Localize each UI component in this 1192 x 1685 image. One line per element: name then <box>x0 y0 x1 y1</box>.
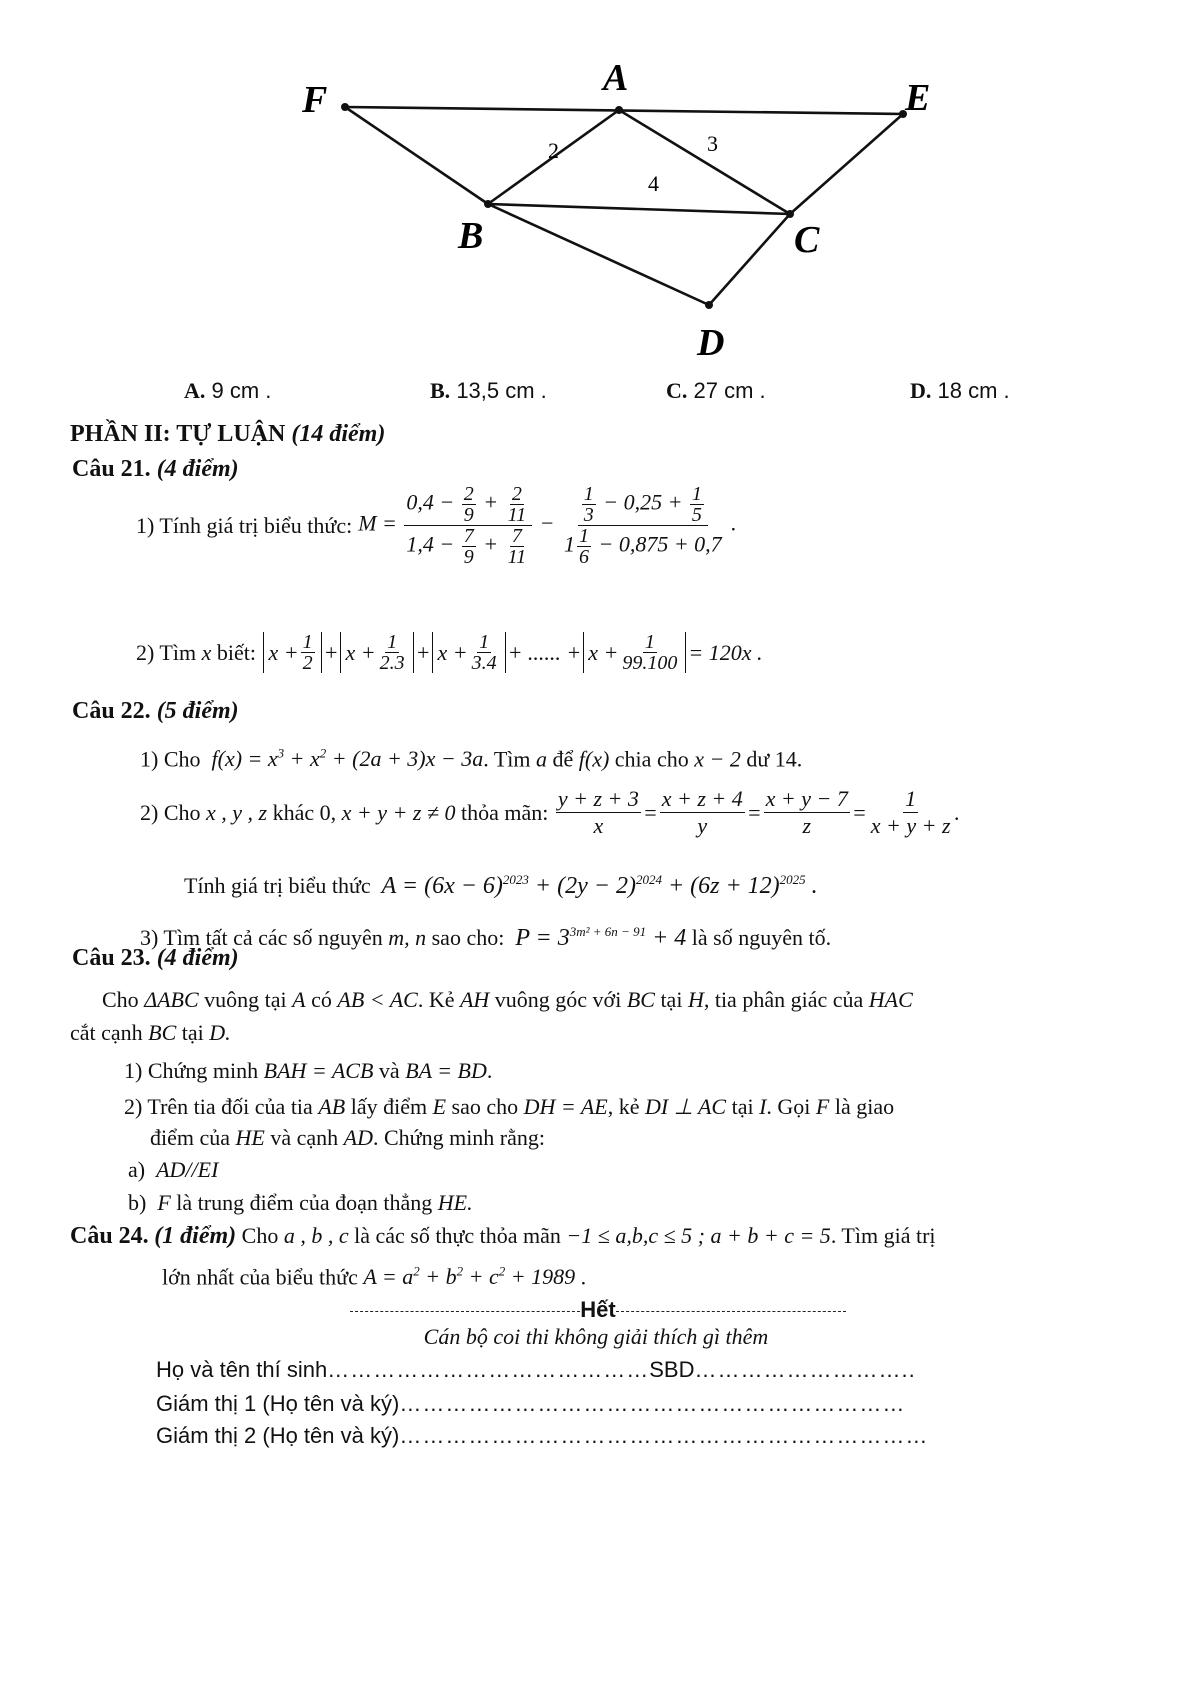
dot-b <box>484 200 492 208</box>
line-bc <box>488 204 790 214</box>
proctor2-line: Giám thị 2 (Họ tên và ký)…………………………………………………………… <box>156 1423 929 1448</box>
proctor1-label: Giám thị 1 (Họ tên và ký) <box>156 1391 400 1416</box>
line-cd <box>709 214 790 305</box>
q23-l1c: có <box>311 987 332 1012</box>
q21-part2: 2) Tìm x biết: x + $\frac{1}{2}$ + x + $\frac{1}{2.3}$ + x + $\frac{1}{3.4}$ + ...... + x + $\frac{1}{99.100}$ = 120x . <box>136 631 763 674</box>
label-f: F <box>302 79 328 121</box>
q21-p1-label: 1) Tính giá trị biểu thức: <box>136 512 353 538</box>
label-e: E <box>905 77 930 119</box>
choice-a[interactable] <box>184 378 271 404</box>
choice-d-value: 18 cm . <box>937 378 1010 403</box>
choice-d-key: D. <box>910 378 932 403</box>
frac-m2-den: 1 $\frac{1}{6}$ − 0,875 + 0,7 <box>563 525 722 568</box>
q23-s2c: sao cho <box>451 1094 519 1119</box>
q23-s2h: điểm của <box>150 1125 231 1150</box>
q22-ratio-equation: $\frac{y + z + 3}{x}$ = $\frac{x + z + 4}{y}$ = $\frac{x + y - 7}{z}$ = $\frac{1}{x + y + z}$ . <box>557 786 961 838</box>
q22-title: Câu 22. <box>72 698 151 724</box>
q24-l2a: lớn nhất của biểu thức <box>162 1264 358 1290</box>
dot-d <box>705 301 713 309</box>
proctor1-line: Giám thị 1 (Họ tên và ký)………………………………………………………… <box>156 1391 906 1416</box>
part2-title: PHẦN II: TỰ LUẬN <box>70 421 286 447</box>
q23-a-label: a) <box>128 1157 146 1182</box>
q24-l1b: là các số thực thỏa mãn <box>354 1223 561 1248</box>
line-bd <box>488 204 709 305</box>
q22-p1c: để <box>552 746 574 772</box>
choice-b-key: B. <box>430 378 451 403</box>
length-ab: 2 <box>548 138 559 163</box>
q23-b-label: b) <box>128 1190 147 1215</box>
frac-m1 <box>404 484 532 567</box>
frac-m2-num: $\frac{1}{3}$ − 0,25 + $\frac{1}{5}$ <box>578 484 708 526</box>
frac-m2 <box>562 484 724 567</box>
frac-m1-den: 1,4 − $\frac{7}{9}$ + $\frac{7}{11}$ <box>406 525 527 568</box>
q22-p1e: dư 14. <box>746 746 803 772</box>
q23-s1a: 1) Chứng minh <box>124 1058 259 1083</box>
choice-d[interactable] <box>910 378 1010 404</box>
q23-s2d: , kẻ <box>607 1094 640 1119</box>
q21-part1 <box>136 484 737 567</box>
q21-p2-label: 2) Tìm <box>136 639 197 665</box>
end-rule-left <box>350 1311 580 1312</box>
q22-p1a: 1) Cho <box>140 746 201 772</box>
q24-title: Câu 24. <box>70 1223 149 1249</box>
q21-title: Câu 21. <box>72 456 151 482</box>
line-ac <box>619 110 790 214</box>
q22-p1d: chia cho <box>614 746 689 772</box>
q23-b-text: là trung điểm của đoạn thẳng <box>176 1190 433 1215</box>
part2-points: (14 điểm) <box>291 421 386 447</box>
q23-l2b: tại <box>181 1020 204 1045</box>
figure-svg <box>290 60 930 370</box>
q23-s2a: 2) Trên tia đối của tia <box>124 1094 313 1119</box>
q23-l1a: Cho <box>102 987 139 1012</box>
q22-p2d: Tính giá trị biểu thức <box>184 873 371 898</box>
q24-line2: lớn nhất của biểu thức $A = a^2 + b^2 + c^2 + 1989$ . <box>162 1264 587 1290</box>
end-marker <box>338 1297 858 1323</box>
label-a: A <box>603 60 629 99</box>
choice-a-key: A. <box>184 378 206 403</box>
q23-line1: Cho ΔABC vuông tại A có AB < AC. Kẻ AH vuông góc với BC tại H, tia phân giác của HAC <box>102 987 913 1012</box>
frac-m1-num: 0,4 − $\frac{2}{9}$ + $\frac{2}{11}$ <box>404 484 532 526</box>
line-fb <box>345 107 488 204</box>
choice-a-value: 9 cm . <box>211 378 272 403</box>
part2-heading <box>70 420 385 448</box>
dot-a <box>615 106 623 114</box>
q23-title: Câu 23. <box>72 945 151 971</box>
proctor2-label: Giám thị 2 (Họ tên và ký) <box>156 1423 400 1448</box>
label-d: D <box>697 322 725 364</box>
dot-f <box>341 103 349 111</box>
q23-s2e: tại <box>731 1094 754 1119</box>
q23-s1b: và <box>378 1058 400 1083</box>
choice-b-value: 13,5 cm . <box>456 378 547 403</box>
line-ec <box>790 114 903 214</box>
q21-expression: M = 0,4 − $\frac{2}{9}$ + $\frac{2}{11}$ 1,4 − $\frac{7}{9}$ + $\frac{7}{11}$ − $\frac{1}{3}$ − 0,25 + $\frac{1}{5}$ 1 $\frac{1}{6}$ − 0,875 + 0,7 . <box>358 483 737 568</box>
label-c: C <box>794 219 820 261</box>
q24-l1c: . Tìm giá trị <box>830 1223 936 1248</box>
q23-sub2: 2) Trên tia đối của tia AB lấy điểm E sao cho DH = AE, kẻ DI ⊥ AC tại I. Gọi F là giao <box>124 1094 895 1119</box>
q22-heading <box>72 697 239 725</box>
q22-p3b: sao cho: <box>431 925 505 950</box>
candidate-name-label: Họ và tên thí sinh <box>156 1357 328 1382</box>
q24-l1a: Cho <box>241 1223 279 1248</box>
label-b: B <box>458 215 484 257</box>
q23-s2j: . Chứng minh rằng: <box>372 1125 546 1150</box>
q22-p1b: . Tìm <box>483 746 531 772</box>
q21-points: (4 điểm) <box>156 456 239 482</box>
candidate-name-line: Họ và tên thí sinh……………………………………SBD……………………….. <box>156 1357 916 1382</box>
q23-sub2b: b) F là trung điểm của đoạn thẳng HE. <box>128 1190 473 1215</box>
dot-c <box>786 210 794 218</box>
q23-sub1: 1) Chứng minh BAH = ACB và BA = BD. <box>124 1058 493 1083</box>
q23-l1b: vuông tại <box>204 987 287 1012</box>
q23-sub2a: a) AD//EI <box>128 1157 219 1182</box>
choice-c-value: 27 cm . <box>693 378 766 403</box>
q23-s2i: và cạnh <box>270 1125 339 1150</box>
q22-p3a: 3) Tìm tất cả các số nguyên <box>140 925 383 950</box>
q23-l1f: tại <box>660 987 683 1012</box>
q23-s2b: lấy điểm <box>350 1094 428 1119</box>
q23-sub2-cont: điểm của HE và cạnh AD. Chứng minh rằng: <box>150 1125 546 1150</box>
q23-s2f: . Gọi <box>766 1094 811 1119</box>
q21-heading <box>72 455 239 483</box>
proctor-note: Cán bộ coi thi không giải thích gì thêm <box>423 1324 769 1349</box>
q22-points: (5 điểm) <box>156 698 239 724</box>
q23-heading <box>72 944 239 972</box>
length-ac: 3 <box>707 131 718 156</box>
q22-p3c: là số nguyên tố. <box>691 925 832 950</box>
q23-l1g: , tia phân giác của <box>703 987 864 1012</box>
q22-part2-value: Tính giá trị biểu thức $A = (6x - 6)^{2023} + (2y - 2)^{2024} + (6z + 12)^{2025}$ . <box>184 872 818 899</box>
q22-part2: 2) Cho x , y , z khác 0, x + y + z ≠ 0 thỏa mãn: $\frac{y + z + 3}{x}$ = $\frac{x + z + 4}{y}$ = $\frac{x + y - 7}{z}$ = $\frac{1}{x + y + z}$ . <box>140 786 961 838</box>
end-rule-right <box>616 1311 846 1312</box>
length-bc: 4 <box>648 171 659 196</box>
q23-points: (4 điểm) <box>156 945 239 971</box>
end-text: Hết <box>580 1297 616 1322</box>
choice-c[interactable] <box>666 378 766 404</box>
q22-part3: 3) Tìm tất cả các số nguyên m, n sao cho: $P = 3^{3m^2 + 6n - 91} + 4$ là số nguyên tố. <box>140 924 832 951</box>
choice-b[interactable] <box>430 378 547 404</box>
q23-l2a: cắt cạnh <box>70 1020 143 1045</box>
q24-line1: Câu 24. (1 điểm) Cho a , b , c là các số thực thỏa mãn −1 ≤ a,b,c ≤ 5 ; a + b + c = 5. Tìm giá trị <box>70 1223 936 1249</box>
choice-c-key: C. <box>666 378 688 403</box>
q22-p2c: thỏa mãn: <box>460 799 549 825</box>
q21-p2-label2: biết: <box>216 639 256 665</box>
q23-s2g: là giao <box>834 1094 895 1119</box>
q21-abs-equation: x + $\frac{1}{2}$ + x + $\frac{1}{2.3}$ + x + $\frac{1}{3.4}$ + ...... + x + $\frac{1}{99.100}$ = 120x . <box>261 632 762 673</box>
sbd-label: SBD <box>649 1357 695 1382</box>
q23-line2: cắt cạnh BC tại D. <box>70 1020 231 1045</box>
q22-p2a: 2) Cho <box>140 799 201 825</box>
geometry-figure <box>290 60 930 370</box>
q22-part1: 1) Cho $f(x) = x^3 + x^2 + (2a + 3)x - 3a$. Tìm a để f(x) chia cho x − 2 dư 14. <box>140 746 803 772</box>
q22-p2b: khác 0, <box>272 799 337 825</box>
q23-l1e: vuông góc với <box>494 987 622 1012</box>
q24-points: (1 điểm) <box>154 1223 237 1249</box>
q23-l1d: . Kẻ <box>417 987 455 1012</box>
